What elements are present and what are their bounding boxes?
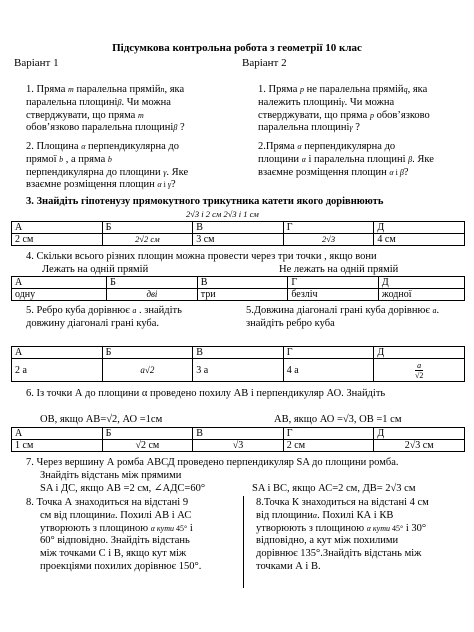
table-cell: Г (283, 347, 374, 359)
table-row (12, 440, 465, 452)
table-cell: Б (102, 428, 193, 440)
table-cell: три (197, 289, 288, 301)
table-cell: 2√2 см (102, 234, 193, 246)
table-cell: безліч (288, 289, 379, 301)
table-cell: Д (374, 222, 465, 234)
answer-table-3 (11, 221, 465, 246)
table-cell: 2√3 (283, 234, 374, 246)
table-cell: √3 (193, 440, 284, 452)
table-cell: Г (283, 428, 374, 440)
table-header-row (12, 277, 465, 289)
q5-left: 5. Ребро куба дорівнює a . знайдіть довжину діагоналі грані куба. (26, 305, 182, 329)
table-cell: 2√3 см (374, 440, 465, 452)
q6-text: 6. Із точки А до площини α проведено похилу АВ і перпендикуляр АО. Знайдіть (26, 388, 386, 399)
table-cell: А (12, 222, 103, 234)
fraction: $\frac{a}{√2}$ (414, 360, 424, 380)
table-cell: дві (107, 289, 198, 301)
table-cell: Д (378, 277, 464, 289)
table-cell: 3 см (193, 234, 284, 246)
q7-text: 7. Через вершину А ромба АВСД проведено перпендикуляр SA до площини ромба. Знайдіть відстань між прямими (26, 457, 399, 481)
table-cell: a√2 (102, 359, 193, 382)
table-cell: Б (102, 347, 193, 359)
answer-table-4 (11, 276, 465, 301)
table-cell (374, 359, 465, 382)
page-title: Підсумкова контрольна робота з геометрії 10 клас (112, 42, 362, 54)
q3-text: 3. Знайдіть гіпотенузу прямокутного трикутника катети якого дорівнюють (26, 196, 384, 207)
table-cell: 1 см (12, 440, 103, 452)
q8-right: 8.Точка К знаходиться на відстані 4 см від площиниα. Похилі КА і КВ утворюють з площиною α кути 45° і 30° відповідно, а кут між похилими дорівнює 135°.Знайдіть відстань між точками А і В. (256, 497, 429, 572)
table-cell: А (12, 428, 103, 440)
table-cell: Д (374, 347, 465, 359)
table-cell: В (197, 277, 288, 289)
answer-table-5 (11, 346, 465, 382)
q4-text: 4. Скільки всього різних площин можна провести через три точки , якщо вони (26, 251, 377, 262)
table-cell: 2 см (283, 440, 374, 452)
table-header-row (12, 347, 465, 359)
table-row (12, 359, 465, 382)
q8-left: 8. Точка А знаходиться на відстані 9 см від площиниα. Похилі АВ і АС утворюють з площиною α кути 45° і 60° відповідно. Знайдіть відстань між точками С і В, якщо кут між проекціями похилих дорівнює 150°. (26, 497, 202, 572)
q6-right-case: АВ, якщо АО =√3, ОВ =1 см (274, 414, 402, 425)
table-header-row (12, 428, 465, 440)
q7-left-case: SA і ДС, якщо АВ =2 см, ∠АДС=60° (40, 483, 206, 494)
table-cell: Б (107, 277, 198, 289)
table-cell: 4 см (374, 234, 465, 246)
table-cell: А (12, 347, 103, 359)
q1-left: 1. Пряма m паралельна прямійn, яка паралельна площиніβ. Чи можна стверджувати, що пряма m обов’язково паралельна площиніβ ? (26, 84, 185, 134)
variant-1-label: Варіант 1 (14, 57, 59, 69)
column-divider (243, 496, 244, 588)
table-cell: жодної (378, 289, 464, 301)
q7-right-case: SA і ВС, якщо АС=2 см, ДВ= 2√3 см (252, 483, 416, 494)
q6-left-case: ОВ, якщо АВ=√2, АО =1см (40, 414, 163, 425)
q1-right: 1. Пряма p не паралельна прямійq, яка належить площиніγ. Чи можна стверджувати, що пряма p обов’язково паралельна площиніγ ? (258, 84, 430, 134)
q4-right-case: Не лежать на одній прямій (279, 264, 399, 275)
table-cell: Б (102, 222, 193, 234)
variant-2-label: Варіант 2 (242, 57, 287, 69)
q4-left-case: Лежать на одній прямій (42, 264, 149, 275)
table-cell: В (193, 428, 284, 440)
q2-right: 2.Пряма α перпендикулярна до площини α і паралельна площині β. Яке взаємне розміщення площин α і β? (258, 141, 434, 178)
table-cell: 3 a (193, 359, 284, 382)
answer-table-6 (11, 427, 465, 452)
table-cell: А (12, 277, 107, 289)
table-cell: В (193, 347, 284, 359)
table-cell: Г (288, 277, 379, 289)
table-row (12, 234, 465, 246)
table-row (12, 289, 465, 301)
q3-values: 2√3 і 2 см 2√3 і 1 см (186, 209, 259, 219)
table-cell: одну (12, 289, 107, 301)
table-header-row (12, 222, 465, 234)
table-cell: √2 см (102, 440, 193, 452)
table-cell: 2 a (12, 359, 103, 382)
q2-left: 2. Площина α перпендикулярна до прямої b , а пряма b перпендикулярна до площини γ. Яке взаємне розміщення площин α і γ? (26, 141, 189, 191)
q5-right: 5.Довжина діагоналі грані куба дорівнює a. знайдіть ребро куба (246, 305, 440, 329)
table-cell: 2 см (12, 234, 103, 246)
table-cell: Г (283, 222, 374, 234)
table-cell: Д (374, 428, 465, 440)
table-cell: В (193, 222, 284, 234)
table-cell: 4 a (283, 359, 374, 382)
